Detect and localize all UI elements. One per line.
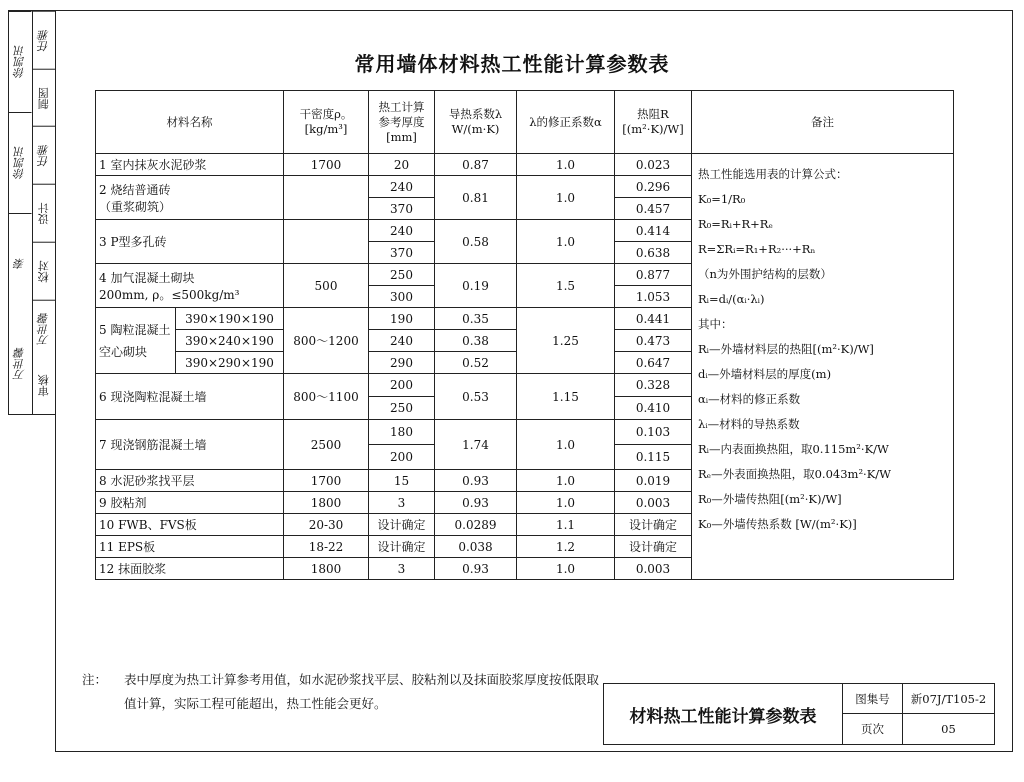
thickness-cell: 设计确定 [369, 536, 435, 558]
thickness-cell: 180 [369, 420, 435, 445]
resistance-cell: 1.053 [615, 286, 692, 308]
material-name: 3 P型多孔砖 [96, 220, 284, 264]
atlas-label: 图集号 [843, 684, 903, 714]
alpha-cell: 1.1 [517, 514, 615, 536]
lambda-cell: 0.81 [435, 176, 517, 220]
material-name: 12 抹面胶浆 [96, 558, 284, 580]
header-remarks: 备注 [692, 91, 954, 154]
alpha-cell: 1.25 [517, 308, 615, 374]
title-block-name: 材料热工性能计算参数表 [604, 684, 843, 744]
remark-line: K₀=1/R₀ [698, 192, 746, 206]
remark-line: Rᵢ—内表面换热阻，取0.115m²·K/W [698, 442, 889, 456]
density-cell: 500 [284, 264, 369, 308]
remarks-cell [692, 154, 954, 580]
thickness-cell: 290 [369, 352, 435, 374]
resistance-cell: 0.328 [615, 374, 692, 397]
resistance-cell: 0.003 [615, 558, 692, 580]
remark-line: 热工性能选用表的计算公式： [698, 167, 848, 181]
thickness-cell: 250 [369, 264, 435, 286]
density-cell: 2500 [284, 420, 369, 470]
lambda-cell: 0.35 [435, 308, 517, 330]
resistance-cell: 0.441 [615, 308, 692, 330]
thickness-cell: 250 [369, 397, 435, 420]
remark-line: R₀=Rᵢ+R+Rₑ [698, 217, 773, 231]
name-line: （重浆砌筑） [99, 199, 172, 214]
density-cell: 1800 [284, 492, 369, 514]
density-cell: 800～1200 [284, 308, 369, 374]
name-line: 4 加气混凝土砌块 [99, 270, 195, 285]
name-line: 2 烧结普通砖 [99, 182, 171, 197]
alpha-cell: 1.0 [517, 154, 615, 176]
density-cell [284, 176, 369, 220]
footnote [82, 668, 602, 716]
resistance-cell: 0.019 [615, 470, 692, 492]
alpha-cell: 1.0 [517, 492, 615, 514]
lambda-cell: 0.58 [435, 220, 517, 264]
material-name: 9 胶粘剂 [96, 492, 284, 514]
signature-1: 徐凯讯 [9, 11, 32, 112]
resistance-cell: 0.023 [615, 154, 692, 176]
role-design: 设计 [33, 184, 56, 242]
signature-3: 秦 [9, 213, 32, 314]
size-cell: 390×240×190 [176, 330, 284, 352]
alpha-cell: 1.2 [517, 536, 615, 558]
resistance-cell: 0.877 [615, 264, 692, 286]
lambda-cell: 0.52 [435, 352, 517, 374]
signature-2: 徐凯讯 [9, 112, 32, 213]
thickness-cell: 240 [369, 176, 435, 198]
alpha-cell: 1.0 [517, 470, 615, 492]
thickness-cell: 3 [369, 492, 435, 514]
thickness-cell: 20 [369, 154, 435, 176]
signature-4: 万世馨 [13, 347, 27, 381]
lambda-cell: 1.74 [435, 420, 517, 470]
title-block [603, 683, 995, 745]
header-density: 干密度ρ。 [kg/m³] [284, 91, 369, 154]
lambda-cell: 0.38 [435, 330, 517, 352]
density-cell [284, 220, 369, 264]
lambda-cell: 0.038 [435, 536, 517, 558]
thickness-cell: 240 [369, 330, 435, 352]
thickness-cell: 设计确定 [369, 514, 435, 536]
resistance-cell: 设计确定 [615, 514, 692, 536]
role-review: 审核 [36, 374, 50, 397]
name-line: 200mm, ρ。≤500kg/m³ [99, 287, 240, 302]
lambda-cell: 0.93 [435, 470, 517, 492]
header-row [96, 91, 954, 154]
remark-line: Rₑ—外表面换热阻，取0.043m²·K/W [698, 467, 891, 481]
resistance-cell: 0.115 [615, 445, 692, 470]
footnote-label: 注： [82, 672, 108, 687]
remark-line: λᵢ—材料的导热系数 [698, 417, 800, 431]
lambda-cell: 0.93 [435, 558, 517, 580]
thickness-cell: 370 [369, 198, 435, 220]
page-label: 页次 [843, 714, 903, 744]
lambda-cell: 0.93 [435, 492, 517, 514]
material-name [96, 264, 284, 308]
material-name [96, 176, 284, 220]
alpha-cell: 1.0 [517, 420, 615, 470]
lambda-cell: 0.19 [435, 264, 517, 308]
density-cell: 1700 [284, 470, 369, 492]
page-title: 常用墙体材料热工性能计算参数表 [354, 52, 670, 76]
header-resistance: 热阻R [(m²·K)/W] [615, 91, 692, 154]
resistance-cell: 0.003 [615, 492, 692, 514]
header-alpha: λ的修正系数α [517, 91, 615, 154]
remark-line: Rᵢ—外墙材料层的热阻[(m²·K)/W] [698, 342, 874, 356]
alpha-cell: 1.0 [517, 558, 615, 580]
name-ren-1: 任雅 [33, 11, 56, 69]
page-number: 05 [941, 722, 956, 736]
atlas-number: 新07J/T105-2 [903, 684, 994, 714]
name-ren-2: 任雅 [33, 126, 56, 184]
density-cell: 800～1100 [284, 374, 369, 420]
thickness-cell: 300 [369, 286, 435, 308]
parameter-table [95, 90, 954, 580]
remark-line: R=ΣRᵢ=R₁+R₂···+Rₙ [698, 242, 816, 256]
alpha-cell: 1.15 [517, 374, 615, 420]
resistance-cell: 0.414 [615, 220, 692, 242]
density-cell: 1700 [284, 154, 369, 176]
thickness-cell: 240 [369, 220, 435, 242]
table-row [96, 154, 954, 176]
lambda-cell: 0.87 [435, 154, 517, 176]
material-name: 7 现浇钢筋混凝土墙 [96, 420, 284, 470]
resistance-cell: 0.473 [615, 330, 692, 352]
remark-line: （n为外围护结构的层数） [698, 267, 832, 281]
material-name: 11 EPS板 [96, 536, 284, 558]
thickness-cell: 15 [369, 470, 435, 492]
alpha-cell: 1.5 [517, 264, 615, 308]
thickness-cell: 370 [369, 242, 435, 264]
density-cell: 18-22 [284, 536, 369, 558]
role-drawing: 制图 [33, 69, 56, 127]
resistance-cell: 0.638 [615, 242, 692, 264]
lambda-cell: 0.53 [435, 374, 517, 420]
resistance-cell: 0.103 [615, 420, 692, 445]
role-check: 校对 [33, 242, 56, 300]
size-cell: 390×290×190 [176, 352, 284, 374]
material-name: 6 现浇陶粒混凝土墙 [96, 374, 284, 420]
remark-line: K₀—外墙传热系数 [W/(m²·K)] [698, 517, 857, 531]
material-name: 10 FWB、FVS板 [96, 514, 284, 536]
remark-line: R₀—外墙传热阻[(m²·K)/W] [698, 492, 842, 506]
thickness-cell: 200 [369, 374, 435, 397]
header-name: 材料名称 [96, 91, 284, 154]
material-name: 5 陶粒混凝土空心砌块 [96, 308, 176, 374]
alpha-cell: 1.0 [517, 176, 615, 220]
title-block-grid [843, 684, 994, 744]
alpha-cell: 1.0 [517, 220, 615, 264]
resistance-cell: 0.647 [615, 352, 692, 374]
resistance-cell: 0.296 [615, 176, 692, 198]
footnote-text: 表中厚度为热工计算参考用值，如水泥砂浆找平层、胶粘剂以及抹面胶浆厚度按低限取值计算，实际工程可能超出，热工性能会更好。 [124, 672, 600, 711]
remark-line: dᵢ—外墙材料层的厚度(m) [698, 367, 832, 381]
resistance-cell: 0.457 [615, 198, 692, 220]
lambda-cell: 0.0289 [435, 514, 517, 536]
material-name: 8 水泥砂浆找平层 [96, 470, 284, 492]
header-lambda: 导热系数λ W/(m·K) [435, 91, 517, 154]
density-cell: 1800 [284, 558, 369, 580]
material-name: 1 室内抹灰水泥砂浆 [96, 154, 284, 176]
name-wan: 万世馨 [33, 300, 56, 358]
thickness-cell: 200 [369, 445, 435, 470]
resistance-cell: 设计确定 [615, 536, 692, 558]
thickness-cell: 3 [369, 558, 435, 580]
remark-line: Rᵢ=dᵢ/(αᵢ·λᵢ) [698, 292, 765, 306]
size-cell: 390×190×190 [176, 308, 284, 330]
header-thickness: 热工计算 参考厚度 [mm] [369, 91, 435, 154]
density-cell: 20-30 [284, 514, 369, 536]
remark-line: αᵢ—材料的修正系数 [698, 392, 801, 406]
remark-line: 其中： [698, 317, 733, 331]
thickness-cell: 190 [369, 308, 435, 330]
resistance-cell: 0.410 [615, 397, 692, 420]
